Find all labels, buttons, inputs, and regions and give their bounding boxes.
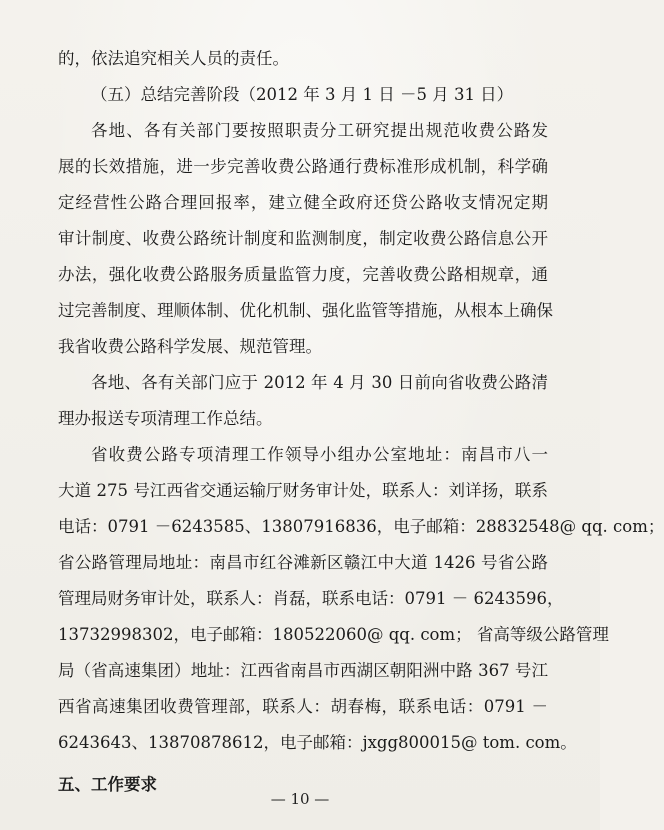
- text-line: 电话：0791 －6243585、13807916836，电子邮箱：28832548@ qq. com；: [58, 517, 664, 536]
- text-line: 我省收费公路科学发展、规范管理。: [58, 337, 322, 356]
- text-line: 审计制度、收费公路统计制度和监测制度，制定收费公路信息公开: [58, 229, 548, 248]
- text-line: 的，依法追究相关人员的责任。: [58, 49, 289, 68]
- section-heading: 五、工作要求: [58, 775, 157, 794]
- page-number: — 10 —: [270, 790, 330, 808]
- text-line: 省公路管理局地址：南昌市红谷滩新区赣江中大道 1426 号省公路: [58, 553, 548, 572]
- text-line: 省收费公路专项清理工作领导小组办公室地址：南昌市八一: [91, 445, 548, 464]
- text-line: 大道 275 号江西省交通运输厅财务审计处，联系人：刘详扬，联系: [58, 481, 548, 500]
- document-body: [58, 44, 664, 800]
- text-line: 展的长效措施，进一步完善收费公路通行费标准形成机制，科学确: [58, 157, 548, 176]
- section-subheading: （五）总结完善阶段（2012 年 3 月 1 日 －5 月 31 日）: [91, 85, 514, 104]
- text-line: 理办报送专项清理工作总结。: [58, 409, 273, 428]
- text-line: 6243643、13870878612，电子邮箱：jxgg800015@ tom. com。: [58, 733, 577, 752]
- text-line: 西省高速集团收费管理部，联系人：胡春梅，联系电话：0791 －: [58, 697, 548, 716]
- text-line: 各地、各有关部门要按照职责分工研究提出规范收费公路发: [91, 121, 548, 140]
- text-line: 管理局财务审计处，联系人：肖磊，联系电话：0791 － 6243596，: [58, 589, 564, 608]
- text-line: 办法，强化收费公路服务质量监管力度，完善收费公路相规章，通: [58, 265, 548, 284]
- text-line: 局（省高速集团）地址：江西省南昌市西湖区朝阳洲中路 367 号江: [58, 661, 548, 680]
- text-line: 各地、各有关部门应于 2012 年 4 月 30 日前向省收费公路清: [91, 373, 548, 392]
- text-line: 定经营性公路合理回报率，建立健全政府还贷公路收支情况定期: [58, 193, 548, 212]
- text-line: 13732998302，电子邮箱：180522060@ qq. com； 省高等级公路管理: [58, 625, 609, 644]
- text-line: 过完善制度、理顺体制、优化机制、强化监管等措施，从根本上确保: [58, 301, 553, 320]
